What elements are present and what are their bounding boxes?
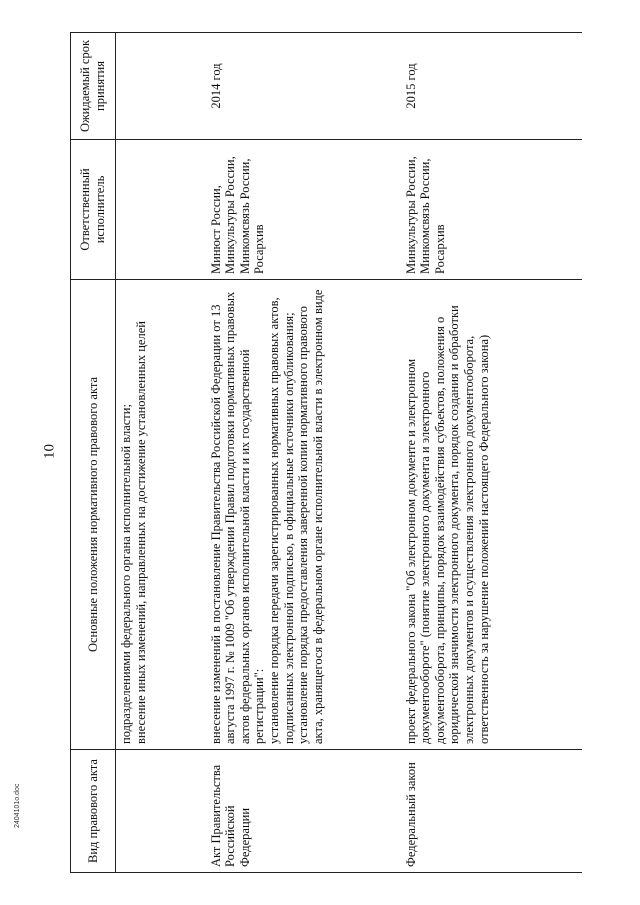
- provision-text: подразделениями федерального органа исполнительной власти;: [119, 404, 133, 744]
- provision-text: установление порядка предоставления заверенной копии нормативного правового акта, хранящегося в федеральном органе исполнительной власти в электронном виде: [296, 289, 325, 744]
- cell-term: 2015 год: [401, 32, 583, 139]
- header-term: Ожидаемый срок принятия: [71, 32, 116, 139]
- table-row: [116, 32, 206, 872]
- cell-act-type: Акт Правительства Российской Федерации: [206, 750, 401, 873]
- cell-act-type: [116, 750, 206, 873]
- cell-term: 2014 год: [206, 32, 401, 139]
- provision-text: внесение иных изменений, направленных на достижение установленных целей: [133, 321, 148, 744]
- cell-provisions: [206, 279, 401, 749]
- provision-text: внесение изменений в постановление Правительства Российской Федерации от 13 августа 1997 г. № 1009 "Об утверждении Правил подготовки нормативных правовых актов федеральных органов исполнительной власти и их государственной регистрации":: [208, 291, 267, 744]
- cell-executor: Минкультуры России, Минкомсвязь России, Росархив: [401, 139, 583, 279]
- table-row: [401, 32, 583, 872]
- document-code: 2404101o.doc: [14, 783, 21, 828]
- cell-term: [116, 32, 206, 139]
- cell-provisions: [116, 279, 206, 749]
- table-row: [206, 32, 401, 872]
- cell-executor: [116, 139, 206, 279]
- cell-executor: Минюст России, Минкультуры России, Минкомсвязь России, Росархив: [206, 139, 401, 279]
- header-provisions: Основные положения нормативного правового акта: [71, 279, 116, 749]
- page-number: 10: [41, 444, 58, 459]
- provision-text: установление порядка передачи зарегистрированных нормативных правовых актов, подписанных электронной подписью, в официальные источники опубликования;: [267, 297, 296, 744]
- legal-acts-table: [70, 32, 582, 873]
- table-header-row: [71, 32, 116, 872]
- rotated-table-container: [70, 33, 582, 873]
- header-executor: Ответственный исполнитель: [71, 139, 116, 279]
- provision-text: проект федерального закона "Об электронном документе и электронном документообороте" (понятие электронного документа и электронного документооборота, принципы, порядок взаимодействия субъектов, положения о юридической значимости электронного документа, порядок создания и обработки электронных документов и осуществления электронного документооборота, ответственность за нарушение положений настоящего Федерального закона): [403, 305, 491, 744]
- header-act-type: Вид правового акта: [71, 750, 116, 873]
- cell-provisions: [401, 279, 583, 749]
- cell-act-type: Федеральный закон: [401, 750, 583, 873]
